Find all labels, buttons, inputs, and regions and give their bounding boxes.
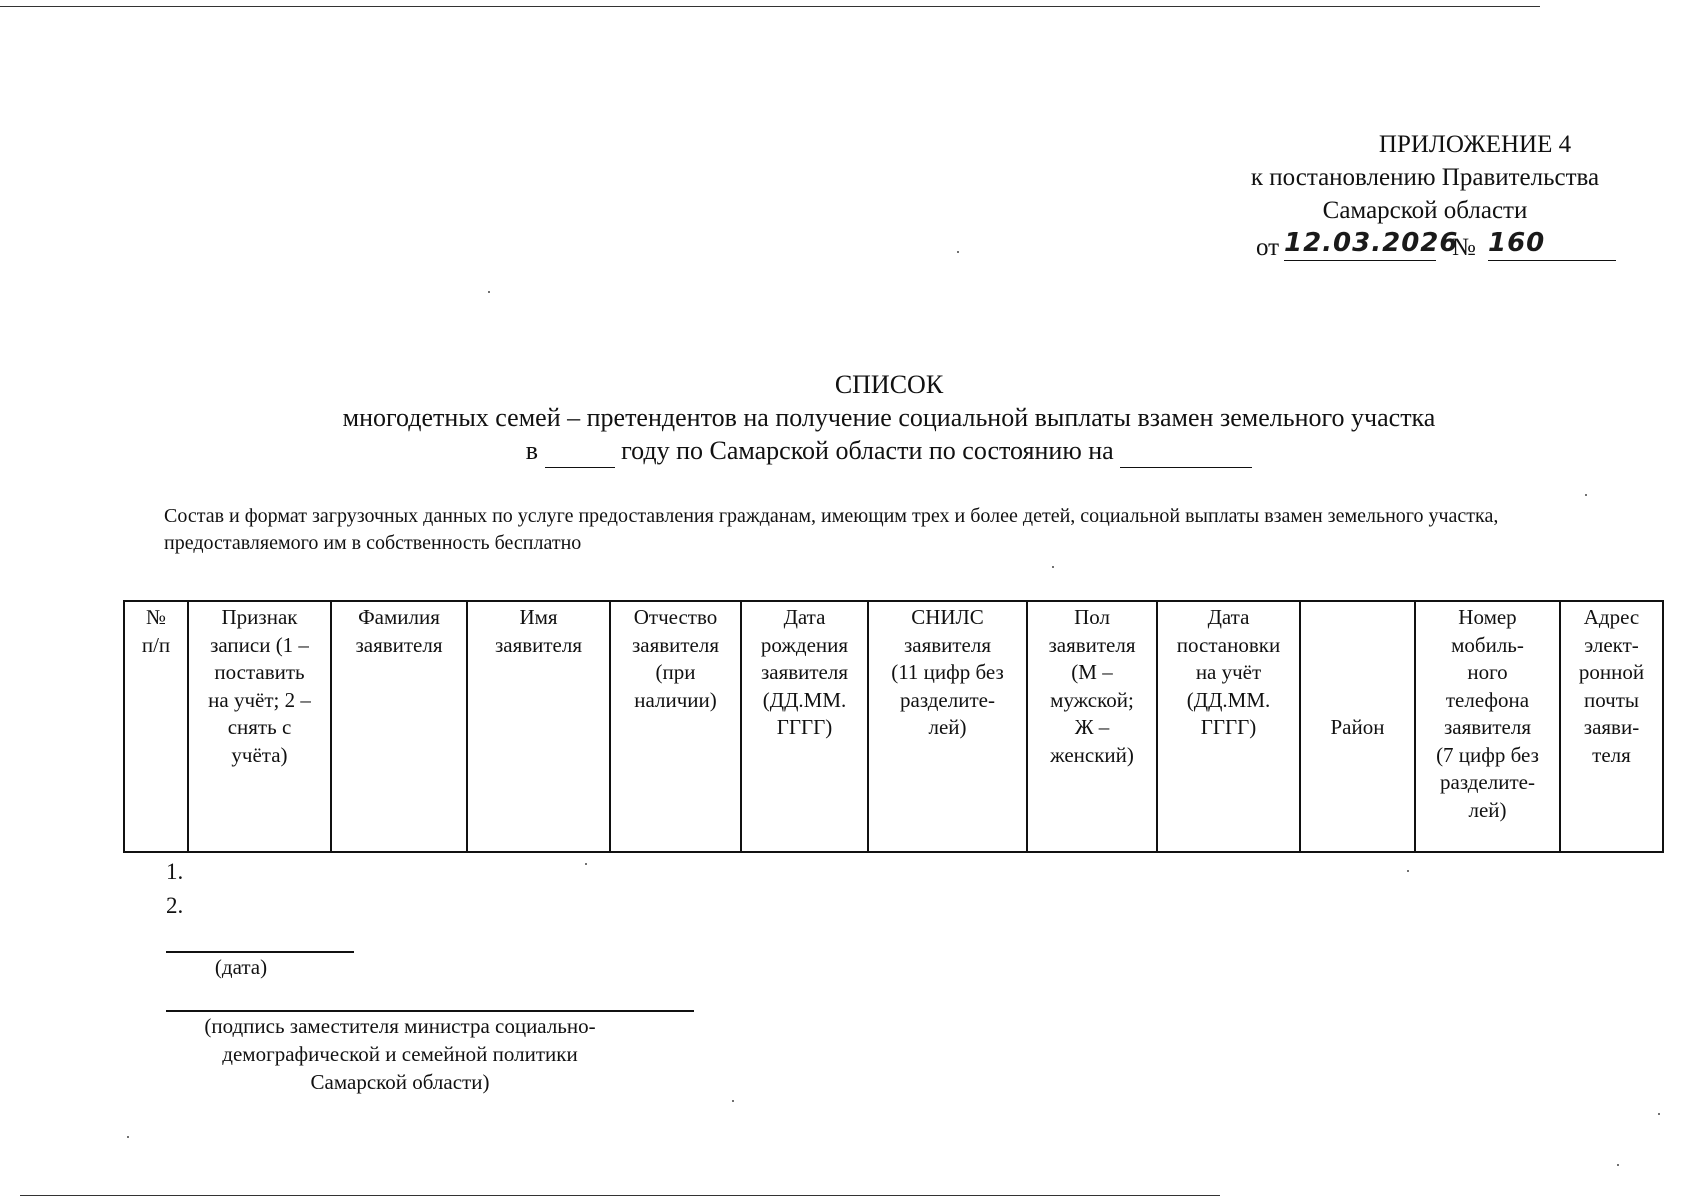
from-label: от [1256,234,1280,261]
number-label: № [1452,234,1476,261]
col-number: № п/п [124,601,188,852]
order-date: 12.03.2026 [1284,227,1436,261]
numbered-rows [166,855,183,923]
status-text: году по Самарской области по состоянию на [621,436,1114,465]
scan-speck [957,251,959,253]
scan-edge-bottom [20,1195,1220,1196]
col-district: Район [1300,601,1415,852]
signature-caption-line-1: (подпись заместителя министра социально- [204,1014,596,1038]
applicants-table [123,600,1664,853]
order-number: 160 [1488,227,1616,261]
document-title [0,368,1698,468]
table-header-row [124,601,1663,852]
signature-caption-line-2: демографической и семейной политики [222,1042,578,1066]
signature-caption-line-3: Самарской области) [310,1070,490,1094]
col-birth-date: Дата рождения заявителя (ДД.ММ. ГГГГ) [741,601,868,852]
signature-caption [150,1012,650,1096]
scan-speck [127,1136,129,1138]
date-blank [1120,434,1252,468]
appendix-title: ПРИЛОЖЕНИЕ 4 [1378,131,1572,158]
scan-speck [732,1100,734,1102]
scan-speck [1052,566,1054,568]
col-patronymic: Отчество заявителя (при наличии) [610,601,741,852]
col-phone: Номер мобиль- ного телефона заявителя (7 цифр без разделите- лей) [1415,601,1560,852]
list-item: 1. [166,859,184,884]
appendix-line-2: Самарской области [1322,197,1528,224]
col-sex: Пол заявителя (М – мужской; Ж – женский) [1027,601,1157,852]
year-blank [545,434,615,468]
order-reference [1180,227,1670,267]
col-registration-date: Дата постановки на учёт (ДД.ММ. ГГГГ) [1157,601,1300,852]
title-line-3 [0,434,1698,468]
scan-edge-top [0,6,1540,7]
year-prefix: в [525,436,539,465]
scan-speck [488,291,490,293]
col-first-name: Имя заявителя [467,601,610,852]
col-surname: Фамилия заявителя [331,601,467,852]
date-label: (дата) [214,955,268,979]
intro-paragraph: Состав и формат загрузочных данных по услуге предоставления гражданам, имеющим трех и более детей, социальной выплаты взамен земельного участка, предоставляемого им в собственность бесплатно [164,505,1499,554]
col-email: Адрес элект- ронной почты заяви- теля [1560,601,1663,852]
scan-speck [1585,494,1587,496]
col-record-flag: Признак записи (1 – поставить на учёт; 2 – снять с учёта) [188,601,331,852]
scan-speck [1617,1164,1619,1166]
title-heading: СПИСОК [834,370,944,399]
col-snils: СНИЛС заявителя (11 цифр без разделите- лей) [868,601,1027,852]
scan-speck [1407,870,1409,872]
scan-speck [1658,1113,1660,1115]
appendix-line-1: к постановлению Правительства [1250,164,1600,191]
list-item: 2. [166,893,184,918]
scan-speck [585,863,587,865]
title-subtitle: многодетных семей – претендентов на получение социальной выплаты взамен земельного участка [342,403,1436,432]
appendix-header [1180,128,1670,267]
